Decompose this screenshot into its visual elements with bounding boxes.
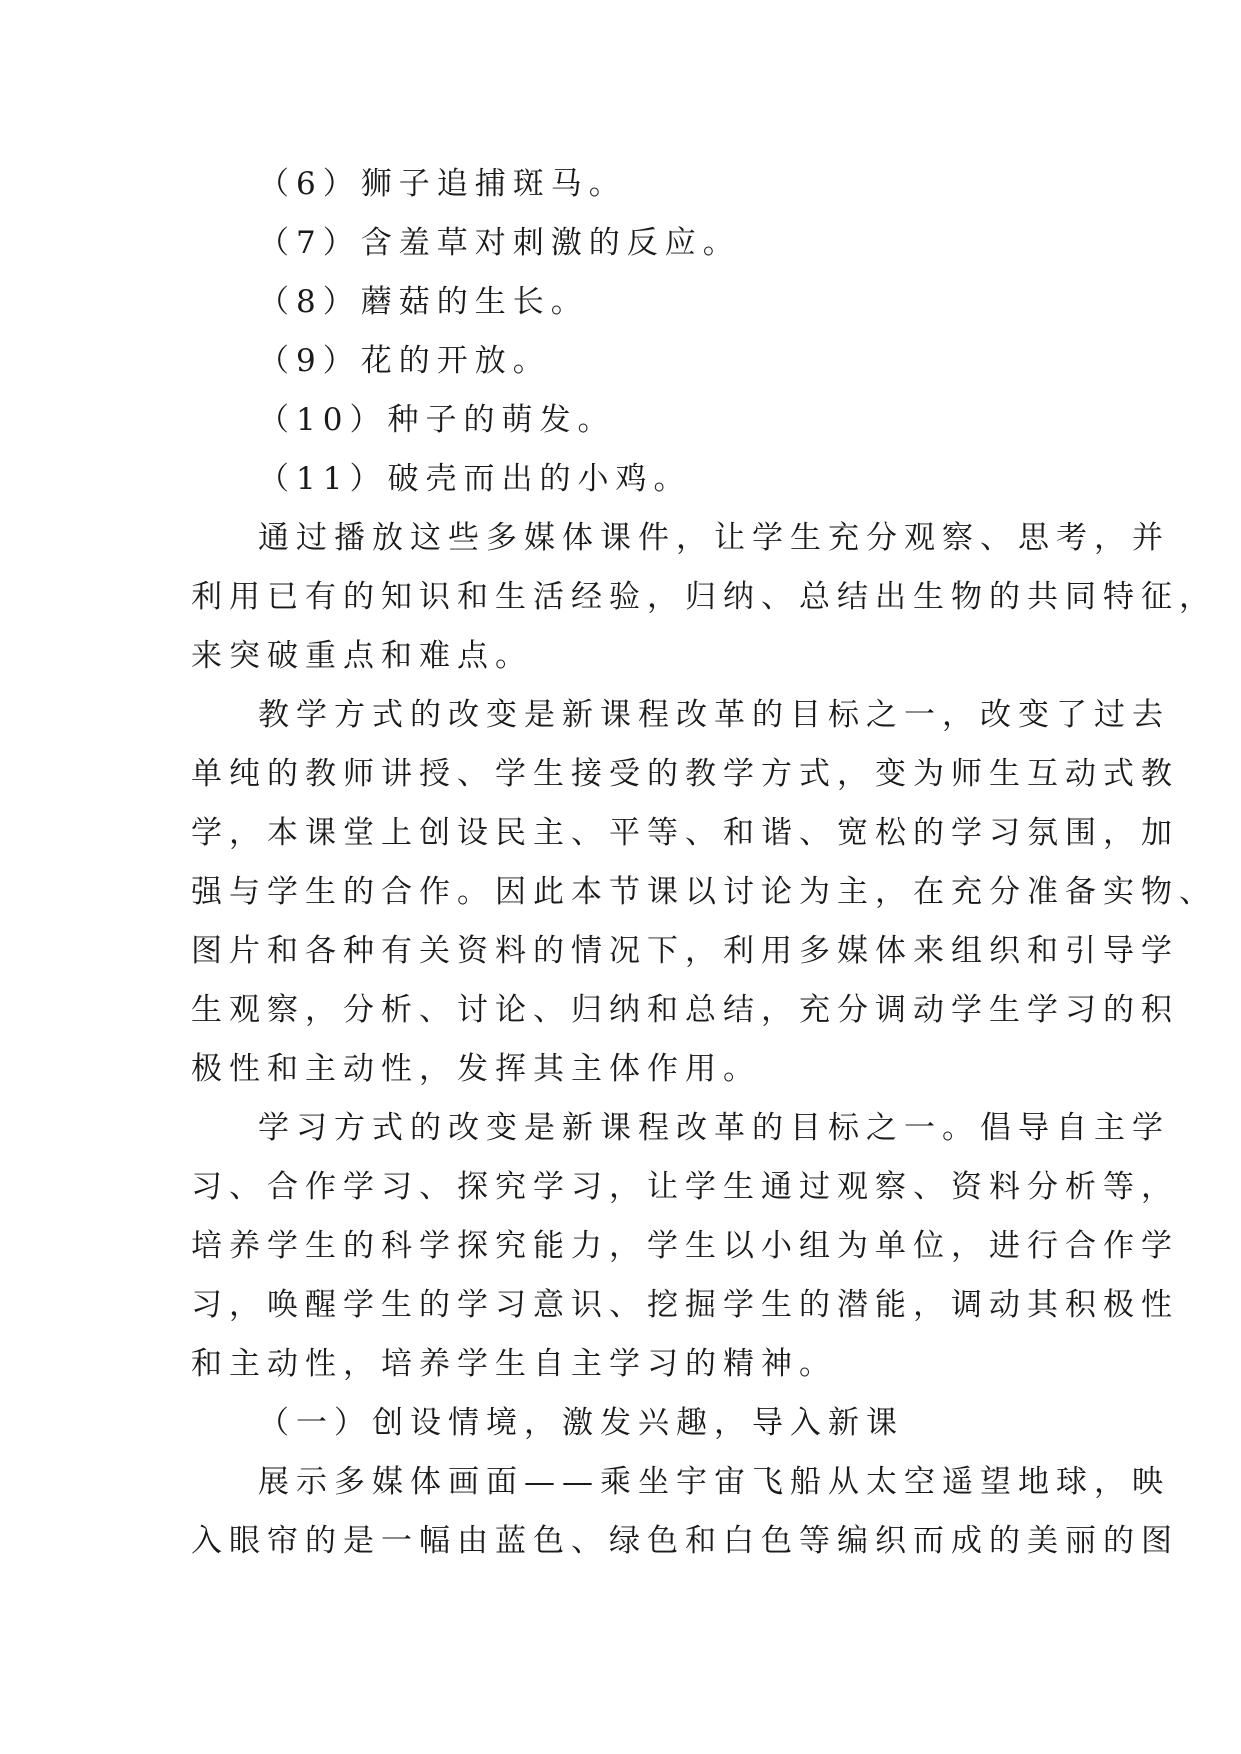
list-item: （9）花的开放。 (258, 343, 551, 379)
paragraph-line: 展示多媒体画面——乘坐宇宙飞船从太空遥望地球，映 (258, 1464, 1170, 1500)
section-heading: （一）创设情境，激发兴趣，导入新课 (258, 1405, 904, 1441)
paragraph-line: 习、合作学习、探究学习，让学生通过观察、资料分析等， (191, 1169, 1179, 1205)
list-item: （11）破壳而出的小鸡。 (258, 461, 692, 497)
paragraph-line: 单纯的教师讲授、学生接受的教学方式，变为师生互动式教 (191, 756, 1179, 792)
paragraph-line: 学习方式的改变是新课程改革的目标之一。倡导自主学 (258, 1110, 1170, 1146)
list-item: （7）含羞草对刺激的反应。 (258, 225, 741, 261)
paragraph-line: 通过播放这些多媒体课件，让学生充分观察、思考，并 (258, 520, 1170, 556)
paragraph-line: 强与学生的合作。因此本节课以讨论为主，在充分准备实物、 (191, 874, 1217, 910)
paragraph-line: 和主动性，培养学生自主学习的精神。 (191, 1346, 837, 1382)
paragraph-line: 图片和各种有关资料的情况下，利用多媒体来组织和引导学 (191, 933, 1179, 969)
list-item: （8）蘑菇的生长。 (258, 284, 589, 320)
paragraph-line: 入眼帘的是一幅由蓝色、绿色和白色等编织而成的美丽的图 (191, 1523, 1179, 1559)
paragraph-line: 学，本课堂上创设民主、平等、和谐、宽松的学习氛围，加 (191, 815, 1179, 851)
paragraph-line: 来突破重点和难点。 (191, 638, 533, 674)
paragraph-line: 习，唤醒学生的学习意识、挖掘学生的潜能，调动其积极性 (191, 1287, 1179, 1323)
list-item: （10）种子的萌发。 (258, 402, 616, 438)
paragraph-line: 培养学生的科学探究能力，学生以小组为单位，进行合作学 (191, 1228, 1179, 1264)
paragraph-line: 教学方式的改变是新课程改革的目标之一，改变了过去 (258, 697, 1170, 733)
list-item: （6）狮子追捕斑马。 (258, 166, 627, 202)
paragraph-line: 生观察，分析、讨论、归纳和总结，充分调动学生学习的积 (191, 992, 1179, 1028)
paragraph-line: 极性和主动性，发挥其主体作用。 (191, 1051, 761, 1087)
paragraph-line: 利用已有的知识和生活经验，归纳、总结出生物的共同特征， (191, 579, 1217, 615)
